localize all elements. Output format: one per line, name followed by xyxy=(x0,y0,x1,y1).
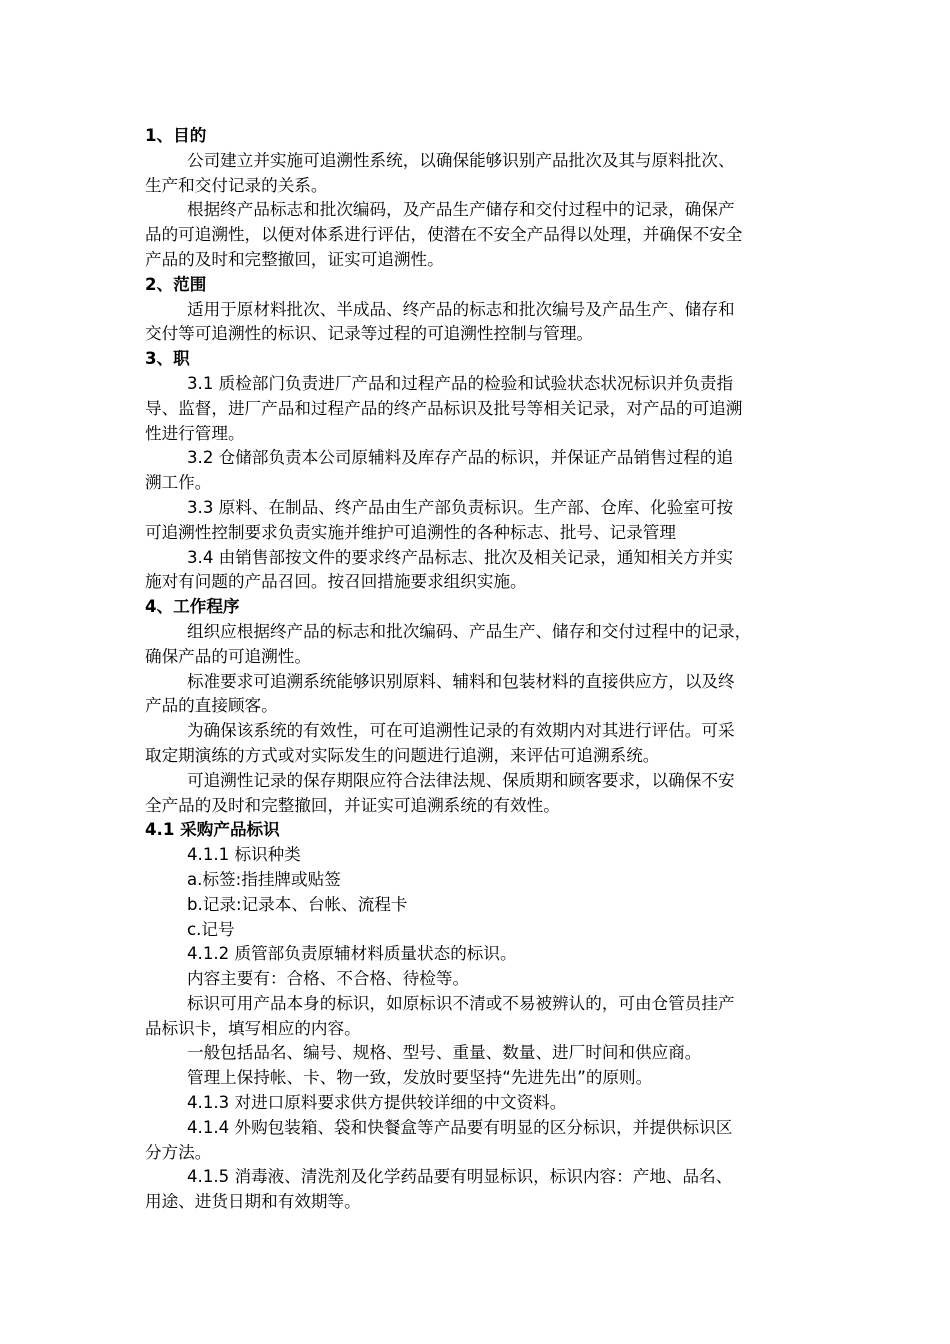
text-line: 产品的直接顾客。 xyxy=(145,696,278,716)
section-heading: 4.1 采购产品标识 xyxy=(145,820,280,840)
text-line: a.标签:指挂牌或贴签 xyxy=(187,869,341,889)
text-line: 品标识卡，填写相应的内容。 xyxy=(145,1018,361,1038)
text-line: 施对有问题的产品召回。按召回措施要求组织实施。 xyxy=(145,572,527,592)
text-line: 分方法。 xyxy=(145,1142,212,1162)
text-line: 适用于原材料批次、半成品、终产品的标志和批次编号及产品生产、储存和 xyxy=(187,299,735,319)
text-line: 确保产品的可追溯性。 xyxy=(145,646,311,666)
text-line: c.记号 xyxy=(187,919,235,939)
text-line: 内容主要有：合格、不合格、待检等。 xyxy=(187,969,470,989)
text-line: 3.3 原料、在制品、终产品由生产部负责标识。生产部、仓库、化验室可按 xyxy=(187,497,734,517)
text-line: 导、监督，进厂产品和过程产品的终产品标识及批号等相关记录，对产品的可追溯 xyxy=(145,398,743,418)
section-heading: 2、范围 xyxy=(145,274,207,294)
text-line: 管理上保持帐、卡、物一致，发放时要坚持“先进先出”的原则。 xyxy=(187,1068,653,1088)
text-line: 全产品的及时和完整撤回，并证实可追溯系统的有效性。 xyxy=(145,795,560,815)
text-line: 性进行管理。 xyxy=(145,423,245,443)
text-line: 4.1.1 标识种类 xyxy=(187,845,301,865)
section-heading: 1、目的 xyxy=(145,126,207,145)
text-line: 3.1 质检部门负责进厂产品和过程产品的检验和试验状态状况标识并负责指 xyxy=(187,373,734,393)
text-line: 产品的及时和完整撤回，证实可追溯性。 xyxy=(145,249,444,269)
text-line: 标识可用产品本身的标识，如原标识不清或不易被辨认的，可由仓管员挂产 xyxy=(187,993,735,1013)
document-body xyxy=(145,124,805,1215)
text-line: 生产和交付记录的关系。 xyxy=(145,175,328,195)
text-line: 交付等可追溯性的标识、记录等过程的可追溯性控制与管理。 xyxy=(145,324,594,344)
text-line: 4.1.4 外购包装箱、袋和快餐盒等产品要有明显的区分标识，并提供标识区 xyxy=(187,1117,733,1137)
text-line: 用途、进货日期和有效期等。 xyxy=(145,1192,361,1212)
text-line: 组织应根据终产品的标志和批次编码、产品生产、储存和交付过程中的记录， xyxy=(187,621,752,641)
text-line: 4.1.5 消毒液、清洗剂及化学药品要有明显标识，标识内容：产地、品名、 xyxy=(187,1167,733,1187)
text-line: b.记录:记录本、台帐、流程卡 xyxy=(187,894,408,914)
text-line: 3.2 仓储部负责本公司原辅料及库存产品的标识，并保证产品销售过程的追 xyxy=(187,448,734,468)
text-line: 取定期演练的方式或对实际发生的问题进行追溯，来评估可追溯系统。 xyxy=(145,745,660,765)
text-line: 一般包括品名、编号、规格、型号、重量、数量、进厂时间和供应商。 xyxy=(187,1043,702,1063)
text-line: 可追溯性控制要求负责实施并维护可追溯性的各种标志、批号、记录管理 xyxy=(145,522,676,542)
text-line: 根据终产品标志和批次编码，及产品生产储存和交付过程中的记录，确保产 xyxy=(187,200,735,220)
text-line: 溯工作。 xyxy=(145,473,212,493)
text-line: 品的可追溯性，以便对体系进行评估，使潜在不安全产品得以处理，并确保不安全 xyxy=(145,225,743,245)
text-line: 公司建立并实施可追溯性系统，以确保能够识别产品批次及其与原料批次、 xyxy=(187,150,735,170)
text-line: 标准要求可追溯系统能够识别原料、辅料和包装材料的直接供应方，以及终 xyxy=(187,671,735,691)
text-line: 4.1.3 对进口原料要求供方提供较详细的中文资料。 xyxy=(187,1093,567,1113)
section-heading: 4、工作程序 xyxy=(145,597,240,617)
section-heading: 3、职 xyxy=(145,349,190,369)
text-line: 4.1.2 质管部负责原辅材料质量状态的标识。 xyxy=(187,944,517,964)
text-line: 为确保该系统的有效性，可在可追溯性记录的有效期内对其进行评估。可采 xyxy=(187,721,735,741)
text-line: 3.4 由销售部按文件的要求终产品标志、批次及相关记录，通知相关方并实 xyxy=(187,547,734,567)
text-line: 可追溯性记录的保存期限应符合法律法规、保质期和顾客要求，以确保不安 xyxy=(187,770,735,790)
